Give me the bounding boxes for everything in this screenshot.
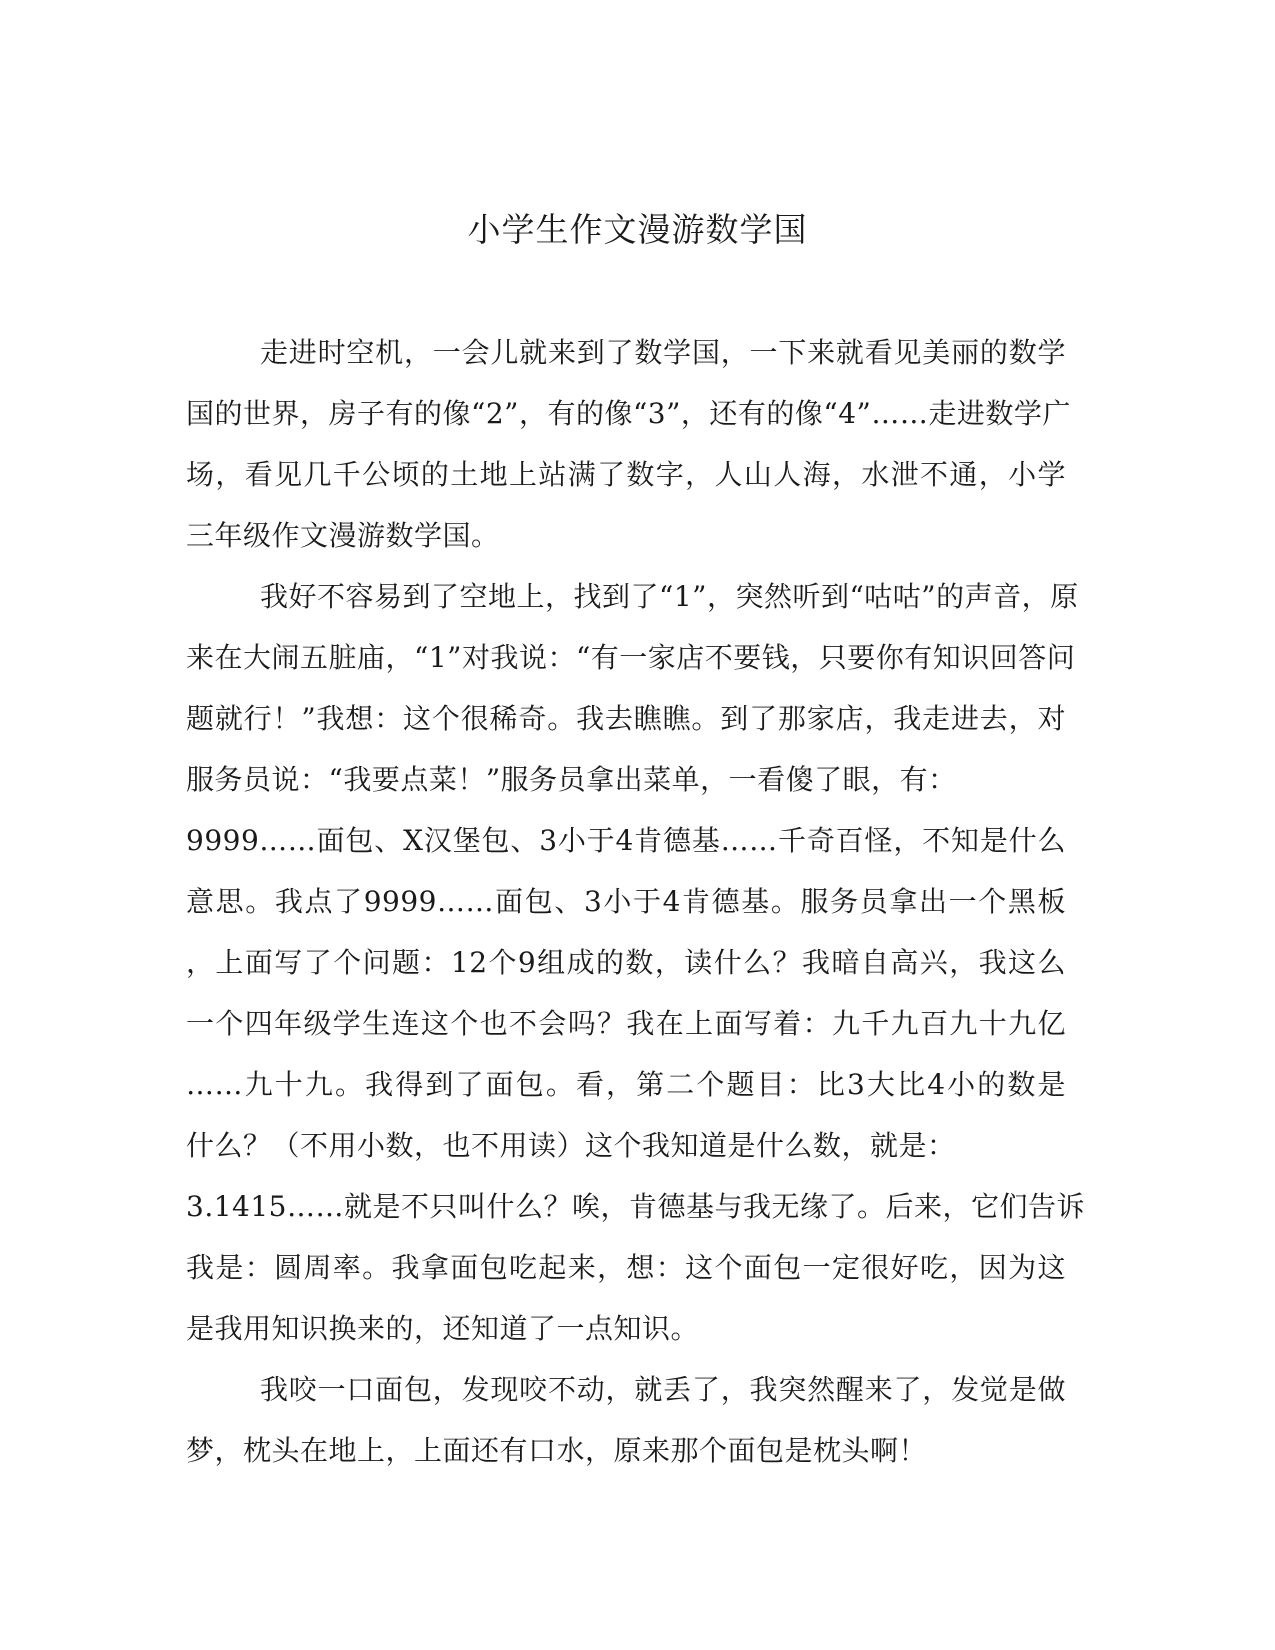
document-body bbox=[186, 322, 1085, 1481]
paragraph-line: 国的世界，房子有的像“2”，有的像“3”，还有的像“4”……走进数学广 bbox=[186, 397, 1071, 430]
paragraph-line: 场，看见几千公顷的土地上站满了数字，人山人海，水泄不通，小学 bbox=[186, 458, 1066, 491]
paragraph-line: 9999……面包、X汉堡包、3小于4肯德基……千奇百怪，不知是什么 bbox=[186, 824, 1066, 857]
paragraph-2 bbox=[186, 566, 1085, 1359]
paragraph-line: 我好不容易到了空地上，找到了“1”，突然听到“咕咕”的声音，原 bbox=[260, 580, 1079, 613]
paragraph-3 bbox=[186, 1359, 1066, 1481]
paragraph-line: 梦，枕头在地上，上面还有口水，原来那个面包是枕头啊！ bbox=[186, 1434, 928, 1467]
paragraph-line: ，上面写了个问题：12个9组成的数，读什么？我暗自高兴，我这么 bbox=[186, 946, 1066, 979]
paragraph-line: 走进时空机，一会儿就来到了数学国，一下来就看见美丽的数学 bbox=[260, 336, 1066, 369]
paragraph-line: 什么？（不用小数，也不用读）这个我知道是什么数，就是： bbox=[186, 1129, 956, 1162]
paragraph-line: 题就行！”我想：这个很稀奇。我去瞧瞧。到了那家店，我走进去，对 bbox=[186, 702, 1066, 735]
document-title: 小学生作文漫游数学国 bbox=[467, 210, 808, 249]
paragraph-line: 3.1415……就是不只叫什么？唉，肯德基与我无缘了。后来，它们告诉 bbox=[186, 1190, 1085, 1223]
paragraph-line: 三年级作文漫游数学国。 bbox=[186, 519, 500, 552]
paragraph-line: 我咬一口面包，发现咬不动，就丢了，我突然醒来了，发觉是做 bbox=[260, 1373, 1066, 1406]
paragraph-line: 是我用知识换来的，还知道了一点知识。 bbox=[186, 1312, 700, 1345]
paragraph-line: 服务员说：“我要点菜！”服务员拿出菜单，一看傻了眼，有： bbox=[186, 763, 957, 796]
paragraph-line: 来在大闹五脏庙，“1”对我说：“有一家店不要钱，只要你有知识回答问 bbox=[186, 641, 1076, 674]
paragraph-line: 我是：圆周率。我拿面包吃起来，想：这个面包一定很好吃，因为这 bbox=[186, 1251, 1066, 1284]
paragraph-line: 意思。我点了9999……面包、3小于4肯德基。服务员拿出一个黑板 bbox=[186, 885, 1066, 918]
paragraph-line: 一个四年级学生连这个也不会吗？我在上面写着：九千九百九十九亿 bbox=[186, 1007, 1066, 1040]
paragraph-line: ……九十九。我得到了面包。看，第二个题目：比3大比4小的数是 bbox=[186, 1068, 1066, 1101]
paragraph-1 bbox=[186, 322, 1071, 566]
